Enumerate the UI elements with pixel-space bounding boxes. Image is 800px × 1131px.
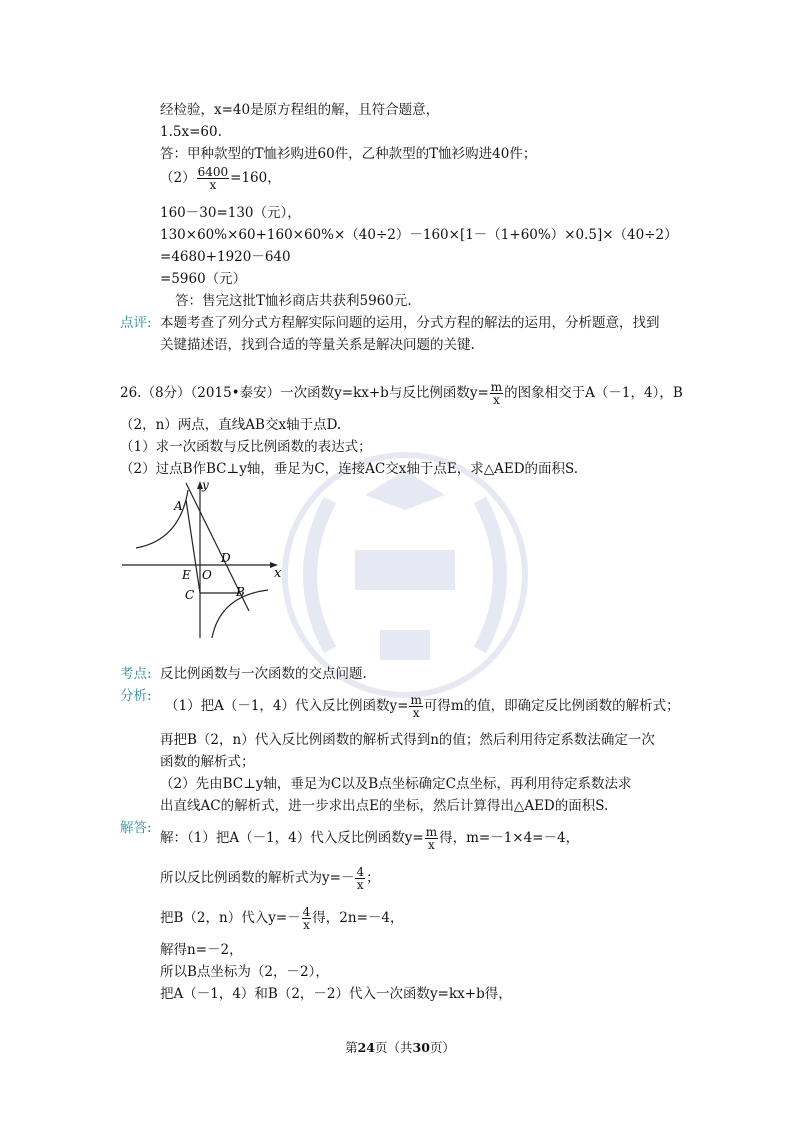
page-footer — [0, 1038, 800, 1056]
fraction — [490, 381, 503, 406]
comment-label: 点评: — [120, 315, 152, 331]
fraction — [302, 906, 312, 931]
analysis-line: 函数的解析式； — [160, 754, 255, 770]
point-c-label: C — [185, 588, 195, 602]
fraction — [425, 826, 438, 851]
analysis-line — [165, 694, 680, 719]
question-part-1: （1）求一次函数与反比例函数的表达式； — [120, 439, 372, 455]
point-d-label: D — [221, 551, 231, 565]
solution-line: 把A（－1，4）和B（2，－2）代入一次函数y=kx+b得， — [160, 986, 512, 1002]
page-total: 30 — [412, 1040, 430, 1055]
x-axis-label: x — [274, 566, 282, 581]
fraction-denominator: x — [356, 878, 364, 892]
fraction-numerator: m — [410, 693, 422, 707]
analysis-line: 再把B（2，n）代入反比例函数的解析式得到n的值；然后利用待定系数法确定一次 — [160, 732, 655, 748]
fraction-numerator: m — [425, 825, 438, 839]
fraction-numerator: 6400 — [197, 165, 229, 179]
analysis-line: （2）先由BC⊥y轴，垂足为C以及B点坐标确定C点坐标，再利用待定系数法求 — [160, 776, 632, 792]
point-b-label: B — [236, 585, 245, 599]
text-segment: 解：（1）把A（－1，4）代入反比例函数y= — [160, 830, 424, 846]
answer-line: 答：售完这批T恤衫商店共获利5960元. — [175, 293, 412, 309]
fraction-denominator: x — [303, 918, 310, 932]
fraction-numerator: m — [490, 380, 503, 394]
text-segment: 得，m=－1×4=－4， — [439, 830, 580, 846]
text-segment: （2） — [160, 170, 196, 186]
fraction-equation-line — [160, 166, 281, 191]
origin-label: O — [202, 568, 212, 582]
text-segment: （1）把A（－1，4）代入反比例函数y= — [165, 698, 409, 714]
fraction-denominator: x — [493, 393, 500, 407]
fenxi-label: 分析: — [120, 688, 152, 704]
solution-line — [160, 866, 380, 891]
fraction-numerator: 4 — [302, 905, 311, 919]
page-number: 24 — [357, 1040, 375, 1055]
analysis-line: 出直线AC的解析式，进一步求出点E的坐标，然后计算得出△AED的面积S. — [160, 798, 609, 814]
kaodian-text: 反比例函数与一次函数的交点问题. — [160, 666, 367, 682]
calc-line: 130×60%×60+160×60%×（40÷2）－160×[1－（1+60%）×0.5]×（40÷2） — [160, 227, 678, 243]
fraction-denominator: x — [412, 706, 420, 720]
function-graph-figure — [118, 478, 288, 643]
fraction-denominator: x — [428, 838, 435, 852]
fraction — [409, 694, 422, 719]
solution-line — [160, 906, 403, 931]
kaodian-label: 考点: — [120, 666, 152, 682]
fraction — [355, 866, 365, 891]
text-segment: 26.（8分）（2015•泰安）一次函数y=kx+b与反比例函数y= — [120, 385, 489, 401]
calc-line: =5960（元） — [160, 271, 247, 287]
text-segment: 可得m的值，即确定反比例函数的解析式； — [423, 698, 680, 714]
question-26-heading — [120, 381, 683, 406]
solution-line: 所以B点坐标为（2，－2）， — [160, 964, 329, 980]
fraction-numerator: 4 — [356, 865, 365, 879]
text-segment: 把B（2，n）代入y=－ — [160, 910, 301, 926]
text-segment: 页（共 — [374, 1040, 413, 1055]
question-part-2: （2）过点B作BC⊥y轴，垂足为C，连接AC交x轴于点E，求△AED的面积S. — [120, 461, 579, 477]
text-segment: 第 — [345, 1040, 358, 1055]
text-segment: ； — [366, 870, 380, 886]
comment-text: 关键描述语，找到合适的等量关系是解决问题的关键. — [160, 337, 475, 353]
text-segment: =160， — [230, 170, 281, 186]
jieda-label: 解答: — [120, 820, 152, 836]
text-segment: 所以反比例函数的解析式为y=－ — [160, 870, 355, 886]
calc-line: 160－30=130（元）， — [160, 205, 301, 221]
calc-line: =4680+1920－640 — [160, 249, 291, 265]
solution-line — [160, 826, 579, 851]
fraction — [197, 166, 230, 191]
question-text: （2，n）两点，直线AB交x轴于点D. — [120, 417, 342, 433]
fraction-denominator: x — [209, 178, 217, 192]
text-segment: 得，2n=－4， — [312, 910, 404, 926]
point-e-label: E — [182, 568, 191, 582]
answer-line: 答：甲种款型的T恤衫购进60件，乙种款型的T恤衫购进40件； — [160, 146, 537, 162]
text-segment: 的图象相交于A（－1，4），B — [504, 385, 683, 401]
equation-line: 1.5x=60. — [160, 124, 222, 140]
solution-line: 解得n=－2， — [160, 942, 243, 958]
comment-text: 本题考查了列分式方程解实际问题的运用，分式方程的解法的运用，分析题意，找到 — [160, 315, 660, 331]
point-a-label: A — [174, 499, 183, 513]
y-axis-label: y — [202, 478, 209, 492]
verification-line: 经检验，x=40是原方程组的解，且符合题意， — [160, 102, 440, 118]
text-segment: 页） — [429, 1040, 455, 1055]
